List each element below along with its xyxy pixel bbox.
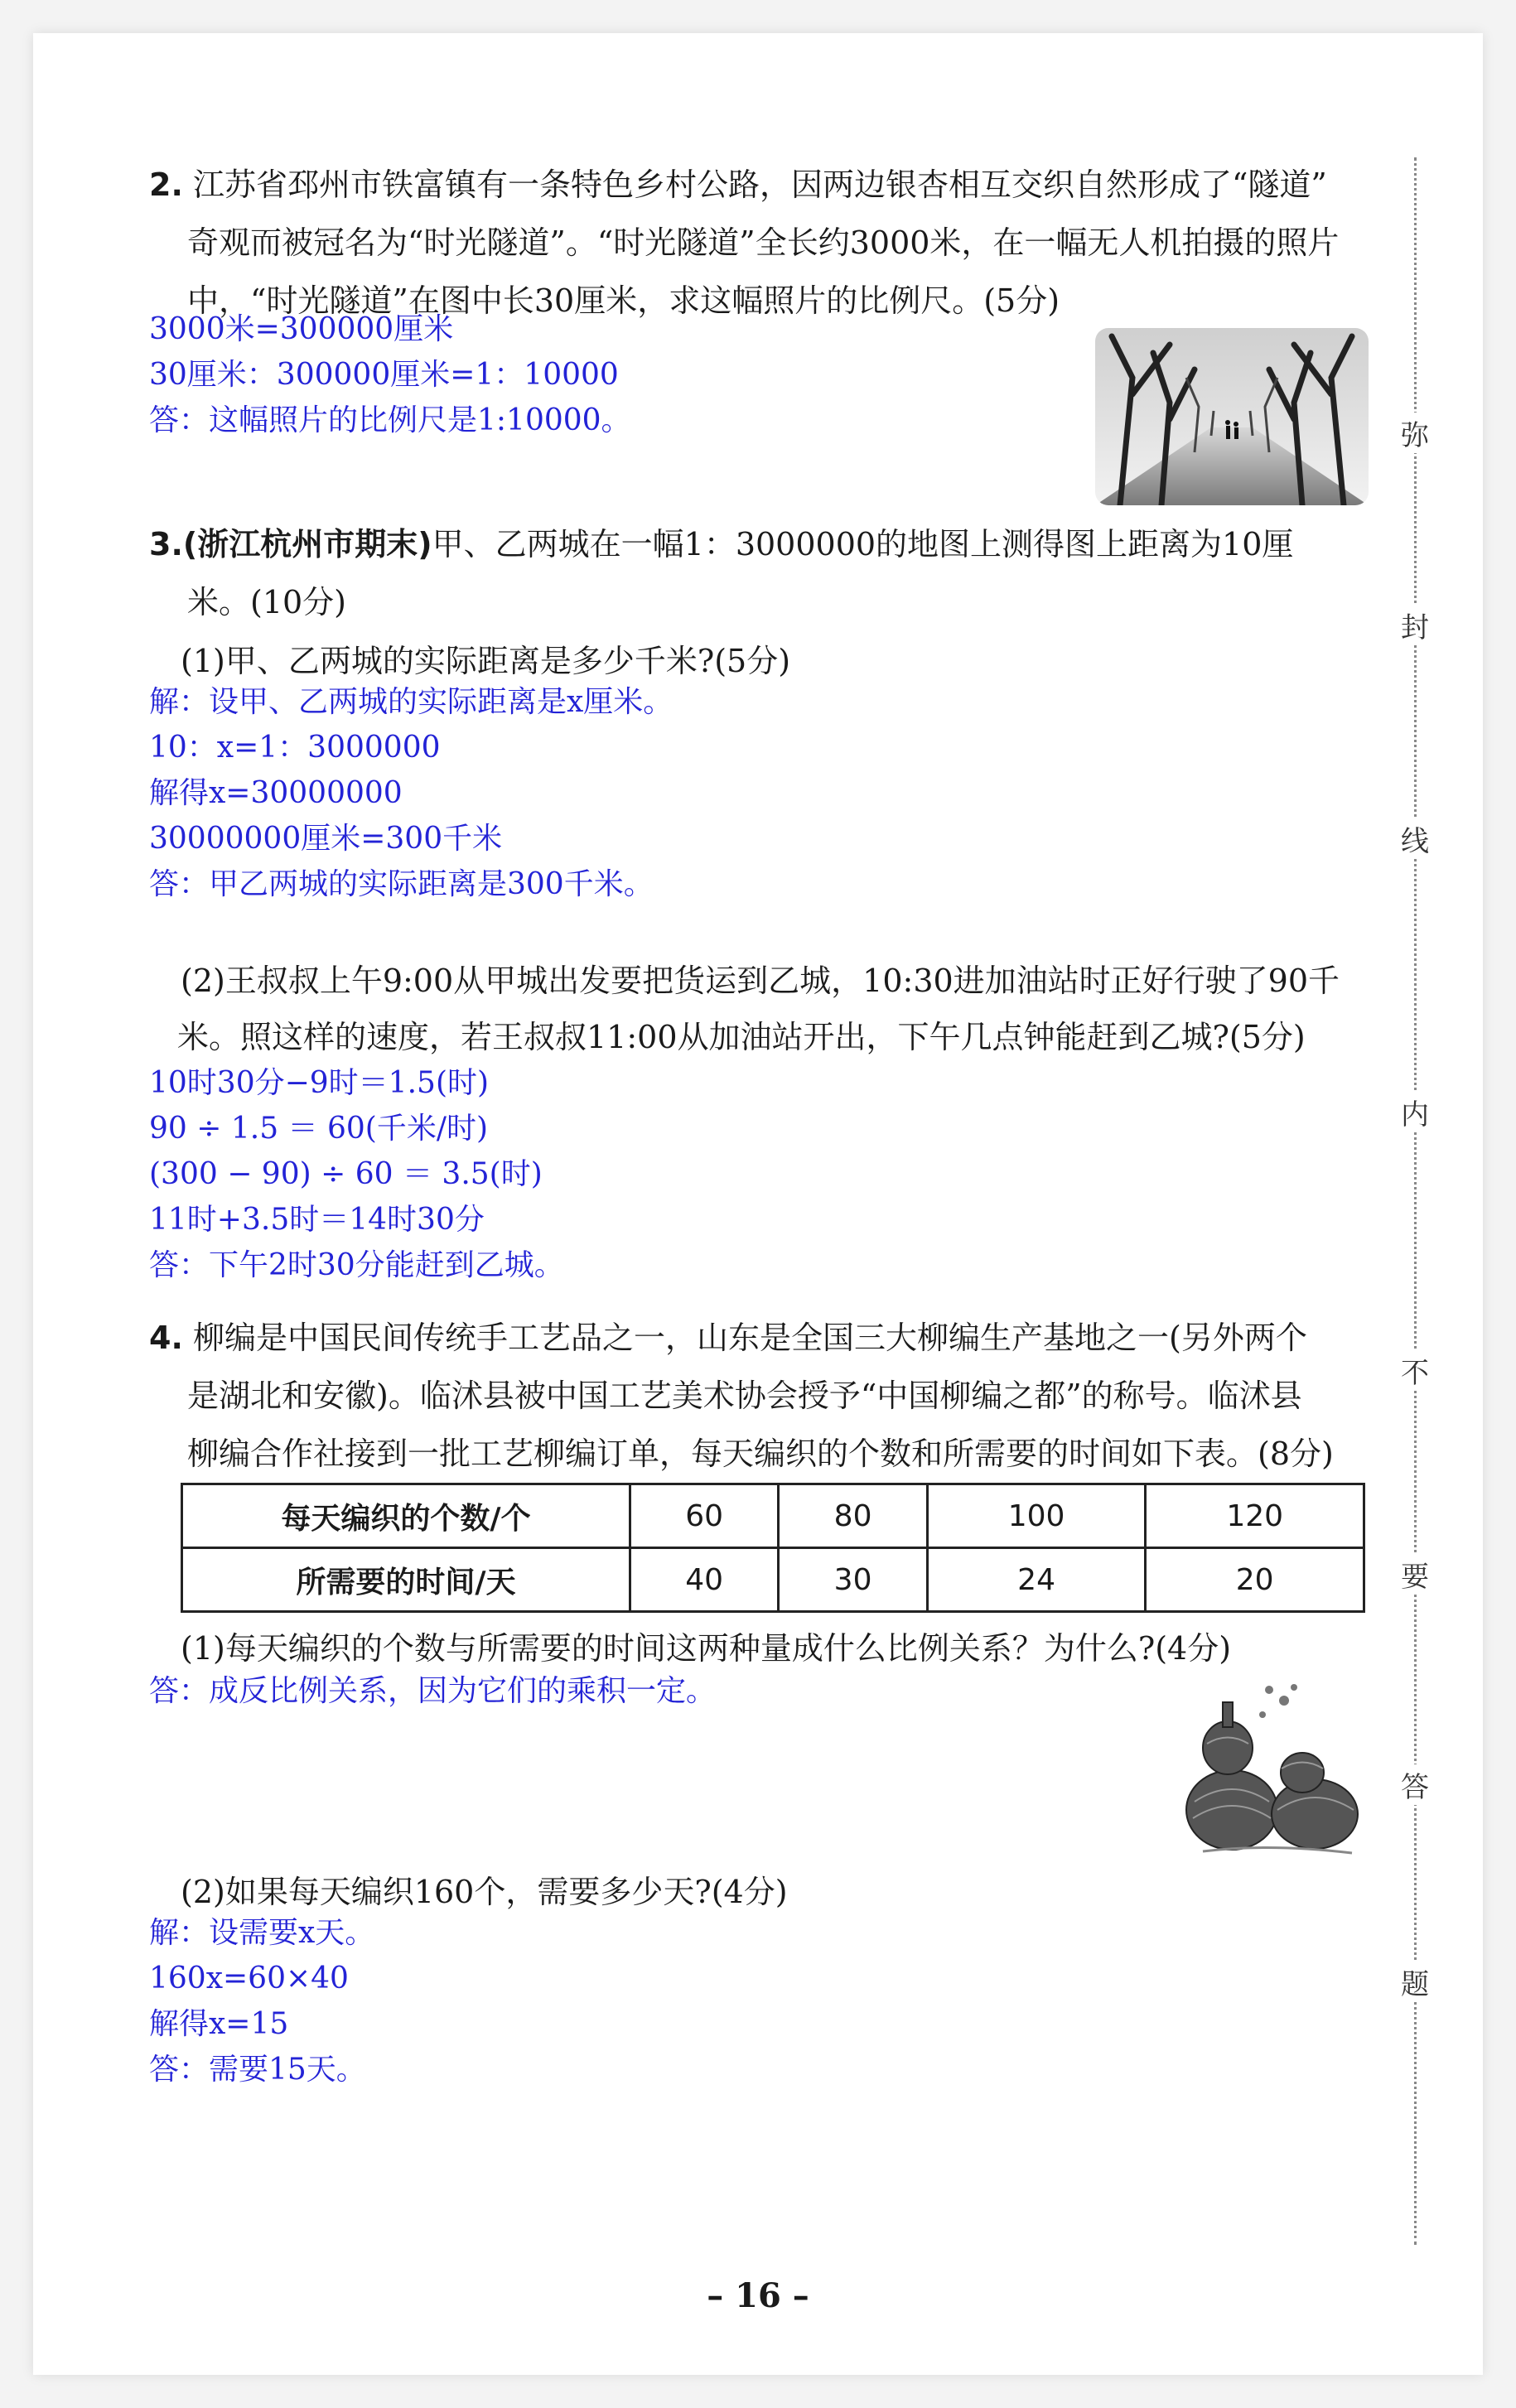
question-text: 奇观而被冠名为“时光隧道”。“时光隧道”全长约3000米，在一幅无人机拍摄的照片	[187, 224, 1340, 261]
answer-line: 解得x=15	[149, 2007, 289, 2041]
answer-line: 答：成反比例关系，因为它们的乘积一定。	[149, 1674, 717, 1708]
binding-char: 答	[1398, 1764, 1432, 1805]
question-number: 4.	[149, 1320, 183, 1356]
answer-line: 答：需要15天。	[149, 2053, 366, 2087]
binding-char: 封	[1398, 605, 1432, 645]
tunnel-photo	[1095, 328, 1369, 505]
question-text: 是湖北和安徽)。临沭县被中国工艺美术协会授予“中国柳编之都”的称号。临沭县	[187, 1378, 1302, 1414]
question-text: 米。(10分)	[187, 584, 347, 620]
binding-dotted-line	[1414, 157, 1417, 2245]
question-text: 甲、乙两城在一幅1：3000000的地图上测得图上距离为10厘	[432, 526, 1294, 562]
binding-char: 弥	[1398, 413, 1432, 453]
answer-line: 解：设甲、乙两城的实际距离是x厘米。	[149, 685, 674, 719]
answer-block	[149, 1668, 1143, 1714]
table-cell: 30	[779, 1548, 927, 1612]
answer-line: 160x=60×40	[149, 1962, 349, 1995]
answer-line: 答：下午2时30分能赶到乙城。	[149, 1248, 564, 1282]
question-2	[149, 156, 1375, 330]
answer-line: 答：这幅照片的比例尺是1:10000。	[149, 403, 631, 437]
question-text: 柳编是中国民间传统手工艺品之一，山东是全国三大柳编生产基地之一(另外两个	[192, 1320, 1307, 1356]
table-cell: 80	[779, 1484, 927, 1548]
sub-question: (1)每天编织的个数与所需要的时间这两种量成什么比例关系？为什么?(4分)	[181, 1630, 1232, 1667]
binding-char: 题	[1398, 1962, 1432, 2002]
answer-block	[149, 1060, 1143, 1288]
table-row	[182, 1484, 1364, 1548]
question-number: 2.	[149, 166, 183, 203]
question-4	[149, 1309, 1375, 1483]
sub-question: (2)如果每天编织160个，需要多少天?(4分)	[181, 1874, 788, 1910]
table-cell: 40	[630, 1548, 779, 1612]
answer-block	[149, 306, 1143, 443]
answer-line: 答：甲乙两城的实际距离是300千米。	[149, 867, 654, 901]
binding-char: 不	[1398, 1350, 1432, 1391]
table-cell: 120	[1146, 1484, 1364, 1548]
answer-line: 解得x=30000000	[149, 776, 403, 810]
source-tag: (浙江杭州市期末)	[182, 526, 432, 562]
answer-line: 10：x=1：3000000	[149, 731, 441, 765]
answer-line: 90 ÷ 1.5 ＝ 60(千米/时)	[149, 1112, 489, 1146]
table-cell: 24	[927, 1548, 1146, 1612]
table-cell: 60	[630, 1484, 779, 1548]
table-row	[182, 1548, 1364, 1612]
answer-line: 10时30分−9时＝1.5(时)	[149, 1066, 490, 1100]
binding-char: 要	[1398, 1554, 1432, 1595]
answer-line: 11时+3.5时＝14时30分	[149, 1203, 485, 1237]
row-header: 所需要的时间/天	[182, 1548, 630, 1612]
wicker-gourd-image	[1170, 1677, 1370, 1855]
table-cell: 20	[1146, 1548, 1364, 1612]
question-text: 江苏省邳州市铁富镇有一条特色乡村公路，因两边银杏相互交织自然形成了“隧道”	[192, 166, 1327, 203]
page-number: – 16 –	[707, 2276, 809, 2315]
answer-line: 30000000厘米=300千米	[149, 822, 503, 856]
binding-char: 线	[1398, 818, 1432, 859]
answer-block	[149, 1910, 1143, 2092]
question-text: 柳编合作社接到一批工艺柳编订单，每天编织的个数和所需要的时间如下表。(8分)	[187, 1436, 1334, 1472]
question-number: 3.	[149, 526, 183, 562]
data-table	[181, 1483, 1365, 1613]
question-text: 中，“时光隧道”在图中长30厘米，求这幅照片的比例尺。(5分)	[187, 282, 1060, 319]
binding-char: 内	[1398, 1092, 1432, 1132]
sub-question	[177, 953, 1382, 1065]
question-3	[149, 515, 1375, 631]
answer-line: 30厘米：300000厘米=1：10000	[149, 358, 619, 392]
sub-question: (1)甲、乙两城的实际距离是多少千米?(5分)	[181, 643, 791, 679]
worksheet-page	[33, 33, 1483, 2375]
row-header: 每天编织的个数/个	[182, 1484, 630, 1548]
answer-block	[149, 679, 1143, 907]
table-cell: 100	[927, 1484, 1146, 1548]
sub-question-text: (2)王叔叔上午9:00从甲城出发要把货运到乙城，10:30进加油站时正好行驶了90千	[181, 963, 1340, 999]
answer-line: (300 − 90) ÷ 60 ＝ 3.5(时)	[149, 1157, 543, 1191]
answer-line: 3000米=300000厘米	[149, 312, 454, 346]
answer-line: 解：设需要x天。	[149, 1916, 375, 1950]
sub-question-text: 米。照这样的速度，若王叔叔11:00从加油站开出，下午几点钟能赶到乙城?(5分)	[177, 1019, 1306, 1055]
